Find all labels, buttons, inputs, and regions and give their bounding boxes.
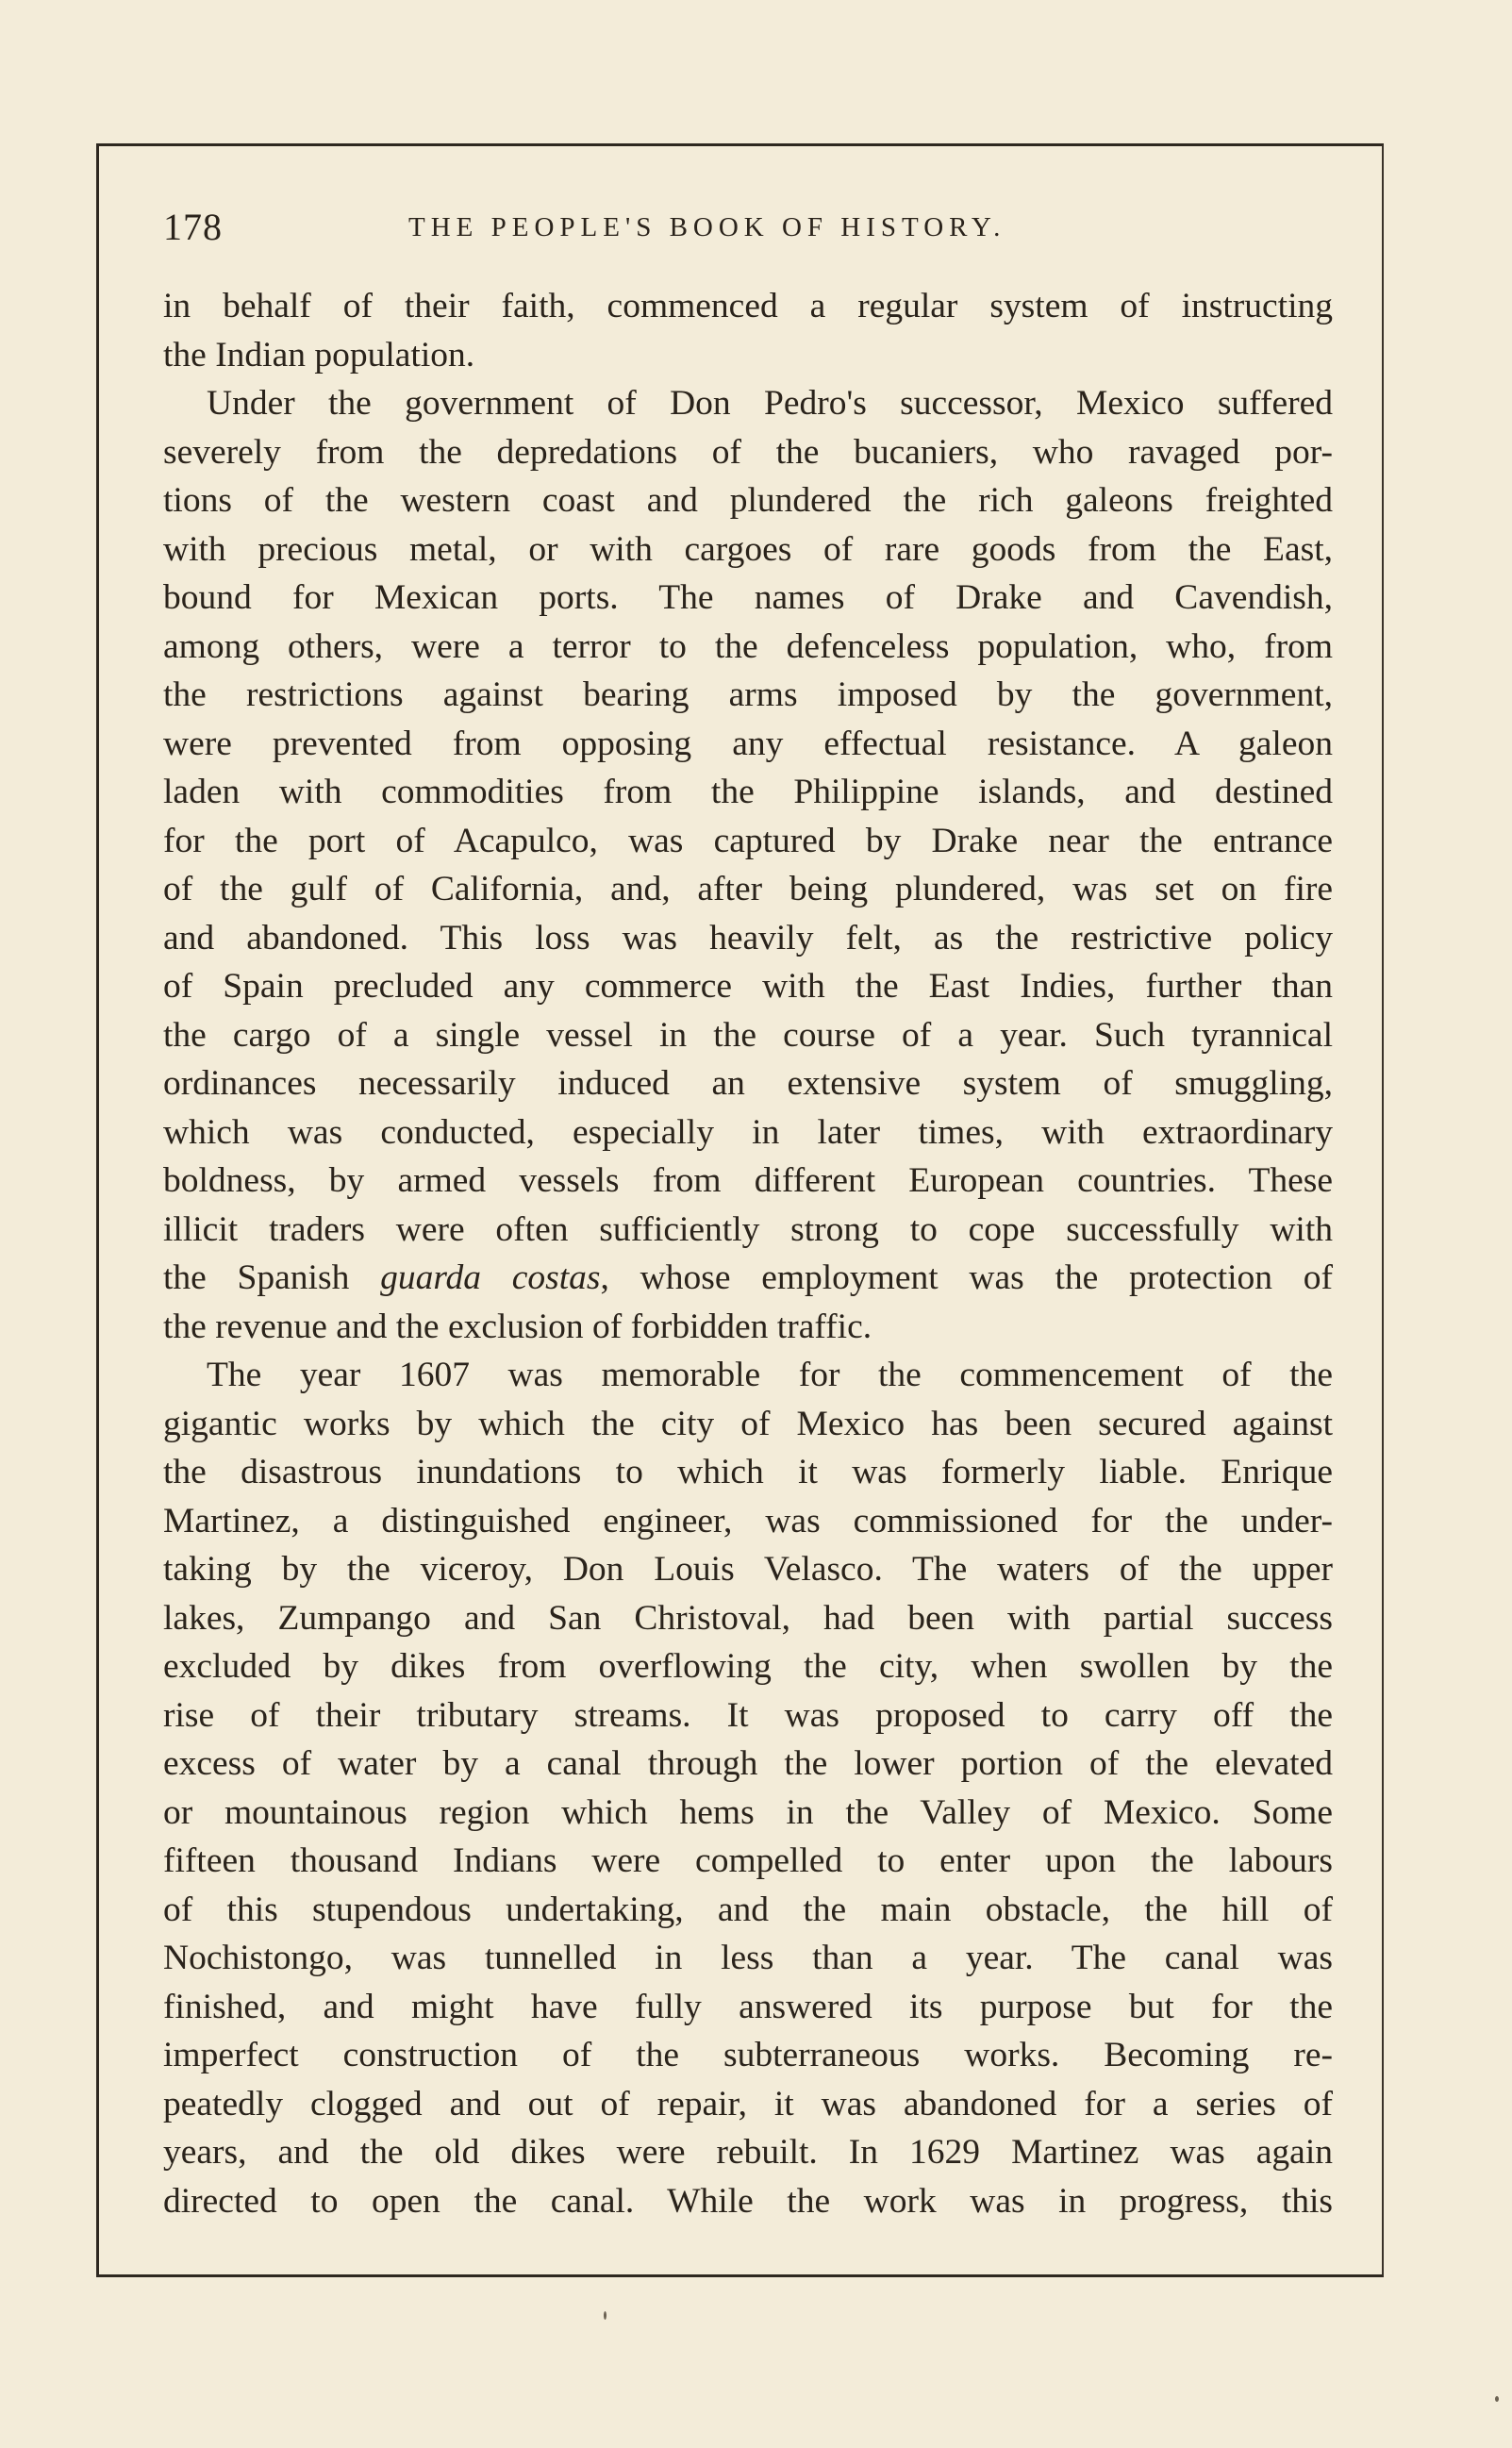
text-line: the revenue and the exclusion of forbidden traffic.	[163, 1307, 872, 1346]
text-line: illicit traders were often sufficiently strong to cope successfully with	[163, 1209, 1333, 1249]
text-line: laden with commodities from the Philippine islands, and destined	[163, 773, 1333, 811]
text-line: of Spain precluded any commerce with the East Indies, further than	[163, 967, 1333, 1006]
italic-term: guarda costas	[380, 1258, 601, 1297]
text-line	[163, 1254, 1333, 1303]
page-number: 178	[163, 206, 223, 248]
text-line: tions of the western coast and plundered the rich galeons freighted	[163, 481, 1333, 520]
text-line: Martinez, a distinguished engineer, was commissioned for the under-	[163, 1501, 1333, 1540]
text-line: Nochistongo, was tunnelled in less than a year. The canal was	[163, 1939, 1333, 1977]
text-line: ordinances necessarily induced an extensive system of smuggling,	[163, 1064, 1333, 1103]
text-line: for the port of Acapulco, was captured by Drake near the entrance	[163, 821, 1333, 860]
text-line: taking by the viceroy, Don Louis Velasco. The waters of the upper	[163, 1550, 1333, 1589]
paper-speck	[1495, 2396, 1499, 2402]
text-line: boldness, by armed vessels from different European countries. These	[163, 1161, 1333, 1200]
body-text	[163, 282, 1333, 2225]
text-line: gigantic works by which the city of Mexico has been secured against	[163, 1404, 1333, 1443]
text-line: the restrictions against bearing arms imposed by the government,	[163, 675, 1333, 714]
text-line: of this stupendous undertaking, and the main obstacle, the hill of	[163, 1890, 1333, 1929]
text-line: in behalf of their faith, commenced a regular system of instructing	[163, 287, 1333, 325]
text-line: the disastrous inundations to which it was formerly liable. Enrique	[163, 1453, 1333, 1491]
paper-speck	[604, 2311, 606, 2320]
running-head: THE PEOPLE'S BOOK OF HISTORY.	[408, 212, 1006, 242]
text-line: finished, and might have fully answered its purpose but for the	[163, 1987, 1333, 2026]
text-line: the Indian population.	[163, 335, 475, 375]
text-line: years, and the old dikes were rebuilt. In 1629 Martinez was again	[163, 2133, 1333, 2172]
text-line: severely from the depredations of the bucaniers, who ravaged por-	[163, 432, 1333, 472]
text-line: the cargo of a single vessel in the course of a year. Such tyrannical	[163, 1015, 1333, 1055]
text-segment: , whose employment was the protection of	[600, 1258, 1334, 1297]
text-line: or mountainous region which hems in the Valley of Mexico. Some	[163, 1792, 1333, 1832]
text-line: peatedly clogged and out of repair, it was abandoned for a series of	[163, 2084, 1333, 2123]
text-segment: the Spanish	[163, 1258, 350, 1297]
text-line: rise of their tributary streams. It was proposed to carry off the	[163, 1695, 1333, 1735]
text-line: with precious metal, or with cargoes of rare goods from the East,	[163, 529, 1333, 569]
text-line: lakes, Zumpango and San Christoval, had been with partial success	[163, 1598, 1333, 1638]
text-line: The year 1607 was memorable for the commencement of the	[207, 1356, 1333, 1394]
text-line: bound for Mexican ports. The names of Drake and Cavendish,	[163, 578, 1333, 617]
text-line: excluded by dikes from overflowing the city, when swollen by the	[163, 1647, 1333, 1686]
page-header	[163, 205, 1323, 252]
text-line: Under the government of Don Pedro's successor, Mexico suffered	[207, 384, 1333, 423]
text-line: excess of water by a canal through the lower portion of the elevated	[163, 1744, 1333, 1783]
text-line: of the gulf of California, and, after being plundered, was set on fire	[163, 870, 1333, 908]
text-line: imperfect construction of the subterraneous works. Becoming re-	[163, 2036, 1333, 2074]
text-line: which was conducted, especially in later times, with extraordinary	[163, 1112, 1333, 1152]
text-line: fifteen thousand Indians were compelled to enter upon the labours	[163, 1841, 1333, 1880]
text-line: among others, were a terror to the defenceless population, who, from	[163, 626, 1333, 666]
text-line: and abandoned. This loss was heavily felt, as the restrictive policy	[163, 918, 1333, 958]
text-line: were prevented from opposing any effectual resistance. A galeon	[163, 724, 1333, 763]
page-frame	[96, 143, 1384, 2277]
text-line: directed to open the canal. While the work was in progress, this	[163, 2181, 1333, 2221]
